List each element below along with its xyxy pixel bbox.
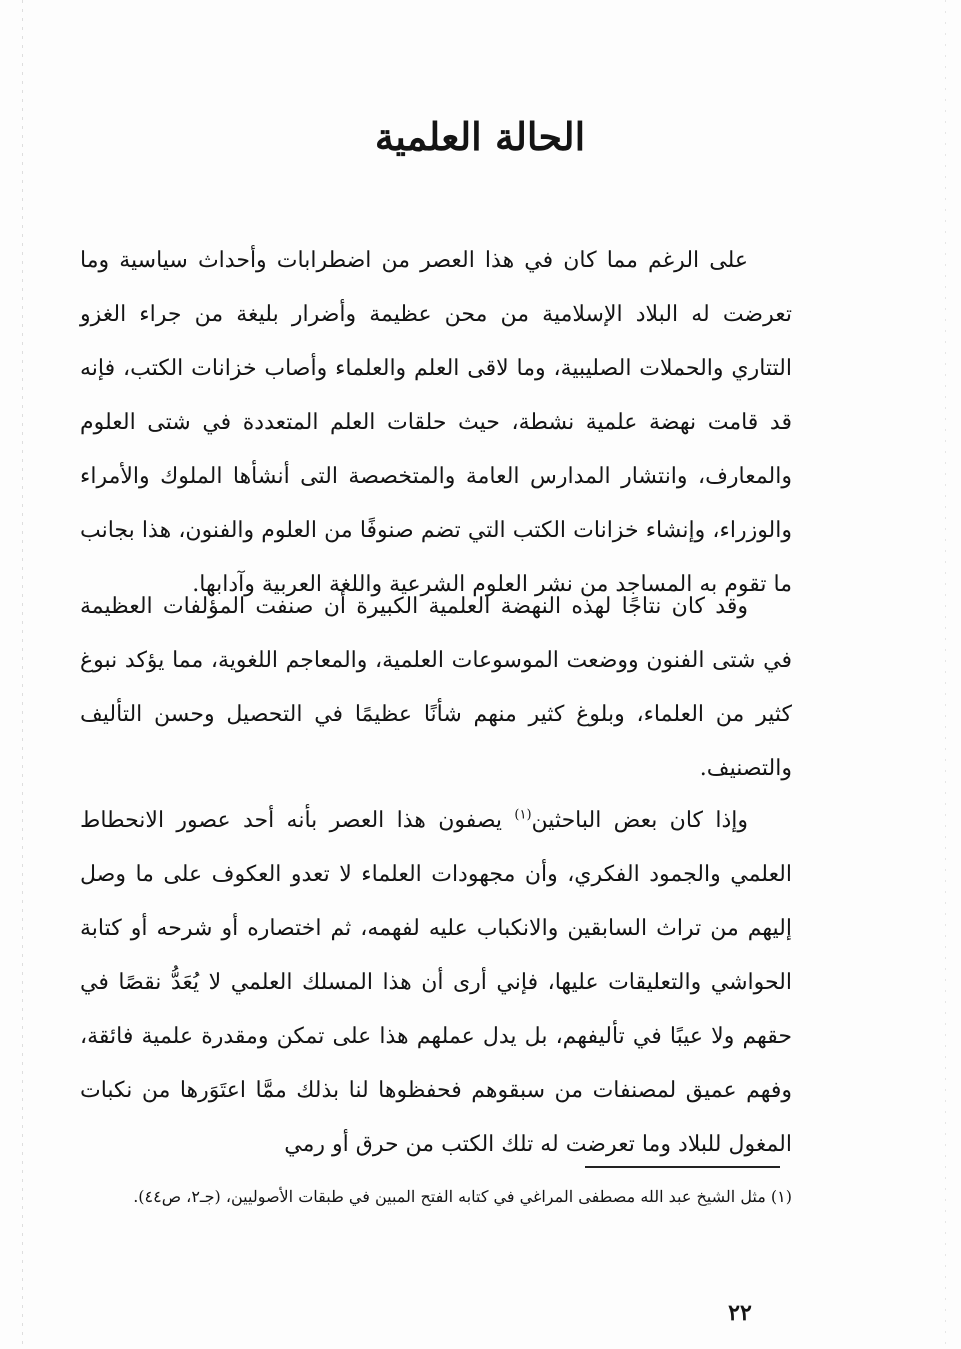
paragraph-text: يصفون هذا العصر بأنه أحد عصور الانحطاط العلمي والجمود الفكري، وأن مجهودات العلماء لا تعدو العكوف على ما وصل إليهم من تراث السابقين والانكباب عليه لفهمه، ثم اختصاره أو شرحه أو كتابة الحواشي والتعليقات عليها، فإني أرى أن هذا المسلك العلمي لا يُعَدُّ نقصًا في حقهم ولا عيبًا في تأليفهم، بل يدل عملهم هذا على تمكن ومقدرة علمية فائقة، وفهم عميق لمصنفات من سبقوهم فحفظوها لنا بذلك ممَّا اعتَوَرها من نكبات المغول للبلاد وما تعرضت له تلك الكتب من حرق أو رمي bbox=[80, 808, 792, 1157]
paragraph-lead-text: وإذا كان بعض الباحثين bbox=[531, 808, 749, 833]
scan-artifact-line bbox=[22, 0, 23, 1349]
paragraph-text: وقد كان نتاجًا لهذه النهضة العلمية الكبيرة أن صنفت المؤلفات العظيمة في شتى الفنون ووضعت الموسوعات العلمية، والمعاجم اللغوية، مما يؤكد نبوغ كثير من العلماء، وبلوغ كثير منهم شأنًا عظيمًا في التحصيل وحسن التأليف والتصنيف. bbox=[80, 594, 792, 781]
footnote: (١) مثل الشيخ عبد الله مصطفى المراغي في كتابه الفتح المبين في طبقات الأصوليين، (جـ٢، ص٤٤). bbox=[133, 1187, 792, 1206]
page-number: ٢٢ bbox=[728, 1300, 752, 1326]
paragraph bbox=[80, 234, 792, 612]
page-title: الحالة العلمية bbox=[374, 114, 586, 159]
scan-artifact-line bbox=[945, 0, 946, 1349]
paragraph bbox=[80, 580, 792, 796]
footnote-separator bbox=[585, 1166, 780, 1168]
paragraph-text: على الرغم مما كان في هذا العصر من اضطرابات وأحداث سياسية وما تعرضت له البلاد الإسلامية من محن عظيمة وأضرار بليغة من جراء الغزو التتاري والحملات الصليبية، وما لاقى العلم والعلماء وأصاب خزانات الكتب، فإنه قد قامت نهضة علمية نشطة، حيث حلقات العلم المتعددة في شتى العلوم والمعارف، وانتشار المدارس العامة والمتخصصة التى أنشأها الملوك والأمراء والوزراء، وإنشاء خزانات الكتب التي تضم صنوفًا من العلوم والفنون، هذا بجانب ما تقوم به المساجد من نشر العلوم الشرعية واللغة العربية وآدابها. bbox=[80, 248, 792, 597]
footnote-reference[interactable]: (١) bbox=[514, 807, 532, 823]
paragraph bbox=[80, 794, 792, 1172]
